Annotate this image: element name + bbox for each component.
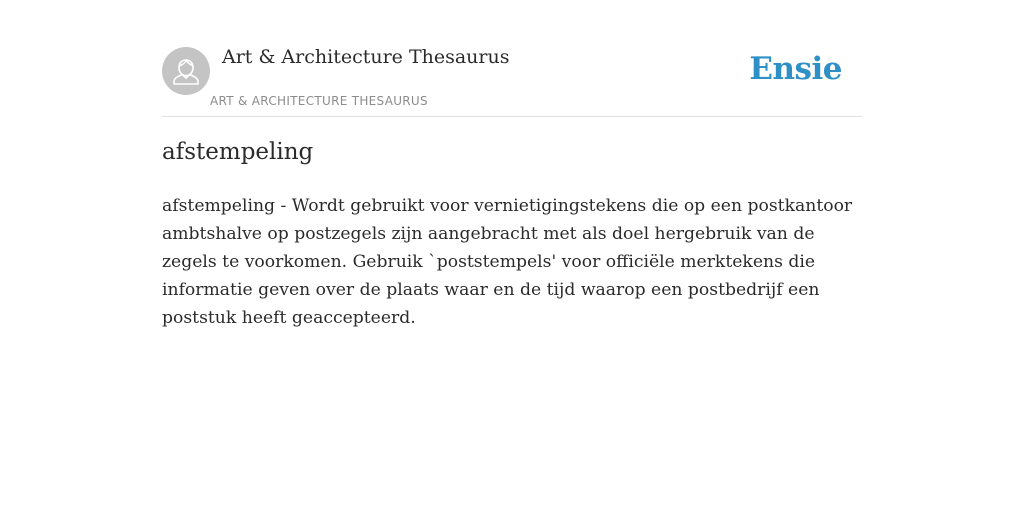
- user-icon: [162, 47, 210, 95]
- source-label: ART & ARCHITECTURE THESAURUS: [210, 94, 428, 108]
- entry-body: afstempeling - Wordt gebruikt voor vernietigingstekens die op een postkantoor ambtshalve op postzegels zijn aangebracht met als doel hergebruik van de zegels te voorkomen. Gebruik `poststempels' voor officiële merktekens die informatie geven over de plaats waar en de tijd waarop een postbedrijf een poststuk heeft geaccepteerd.: [162, 196, 853, 328]
- brand-logo-link[interactable]: Ensie: [749, 51, 842, 87]
- header: [162, 40, 862, 117]
- source-title-link[interactable]: Art & Architecture Thesaurus: [222, 46, 510, 68]
- entry-title: afstempeling: [162, 139, 314, 165]
- avatar[interactable]: [162, 47, 210, 95]
